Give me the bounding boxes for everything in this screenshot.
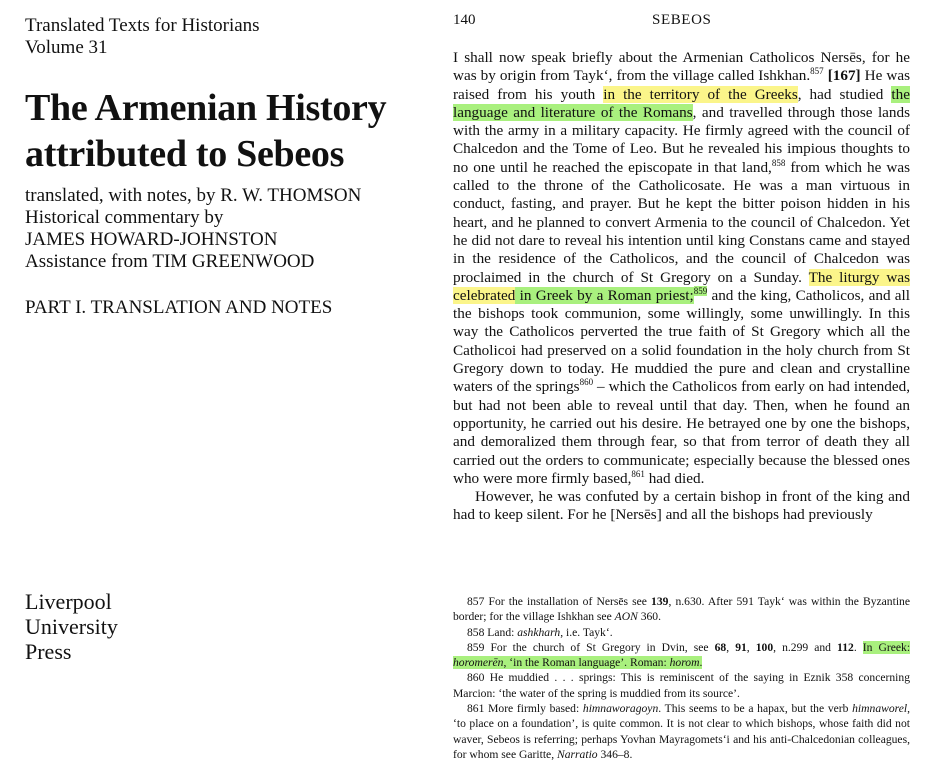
text-run: , [726, 640, 736, 654]
footnote-ref: 858 [771, 157, 786, 168]
text-run: and the king, Catholicos, and all the bishops took communion, some willingly, some unwillingly. In this way the Catholicos perverted the true faith of St Gregory which all the Catholicoi had preserved on a solid foundation in the holy church from St Gregory down to today. He muddied the pure and clean and crystalline waters of the springs [453, 286, 910, 396]
book-title-line: attributed to Sebeos [25, 133, 345, 175]
credit-line: translated, with notes, by R. W. THOMSON [25, 185, 362, 206]
text-run: 112 [837, 640, 854, 654]
footnote-859 [453, 640, 910, 671]
highlighted-text: , ‘in the Roman language’. Roman: [503, 656, 670, 670]
text-run: Narratio [557, 747, 598, 761]
text-run: 858 Land: [467, 625, 518, 639]
highlighted-text: horomerēn [453, 656, 504, 670]
footnote-ref: 857 [810, 66, 824, 77]
highlighted-text: horom [669, 656, 700, 670]
footnote-ref: 861 [631, 468, 645, 479]
text-run: , n.630. After 591 Tayk‘ was within the Byzantine border; for the village Ishkhan see [453, 595, 910, 624]
publisher [25, 589, 118, 664]
text-run: 100 [755, 640, 774, 654]
text-run: , had studied [797, 85, 892, 103]
credits [25, 185, 435, 273]
text-run: 346–8. [597, 747, 633, 761]
footnote-ref: 859 [693, 285, 708, 296]
text-run: He was raised from his youth [453, 67, 911, 103]
footnote-857 [453, 594, 910, 625]
text-run: , n.299 and [773, 640, 838, 654]
credit-line: JAMES HOWARD-JOHNSTON [25, 229, 278, 250]
credit-line: Historical commentary by [25, 207, 224, 228]
footnote-ref: 860 [579, 377, 594, 388]
text-run: , ‘to place on a foundation’, is quite common. It is not clear to which bishops, whose faith did not waver, Sebeos is referring; perhaps Yovhan Mayragomets‘i and his anti-Chalcedonian colleagues, for whom see Garitte, [453, 702, 910, 761]
highlighted-text: in Greek by a Roman priest; [515, 286, 694, 304]
text-run: 139 [651, 595, 669, 608]
text-run: , and travelled through those lands with the army in a military capacity. He firmly agreed with the council of Chalcedon and the Tome of Leo. But he revealed his impious thoughts to no one until he reached the episcopate in that land, [453, 103, 911, 176]
footnote-860 [453, 670, 910, 701]
book-title [25, 85, 435, 177]
footnotes [453, 594, 910, 762]
highlighted-text: The liturgy was celebrated [453, 268, 910, 304]
highlighted-text: in the territory of the Greeks [603, 85, 798, 103]
text-run: himnaworagoyn [582, 702, 659, 716]
publisher-line: Liverpool [25, 589, 112, 614]
text-run: 860 He muddied . . . springs: This is reminiscent of the saying in Eznik 358 concerning Marcion: ‘the water of the spring is muddied from its source’. [453, 671, 910, 700]
text-run: ashkharh [517, 625, 561, 639]
text-run: [167] [827, 67, 861, 85]
footnote-861 [453, 701, 910, 762]
text-run: 859 For the church of St Gregory in Dvin, see [467, 640, 715, 654]
text-run: – which the Catholicos from early on had intended, but had not been able to reveal until that day. Then, when he found an opportunity, he carried out his desire. He betrayed one by one the bishops, and demoralized them through fear, so that from terror of death they all carried out the orders to communicate; especially because the blessed ones who were more firmly based, [453, 378, 910, 487]
text-run: . [853, 640, 863, 654]
text-run: 861 More firmly based: [467, 702, 583, 716]
text-run: himnaworel [852, 702, 908, 716]
paragraph [453, 49, 910, 488]
publisher-line: Press [25, 639, 72, 664]
text-run: 360. [637, 610, 661, 624]
text-run: , i.e. Tayk‘. [560, 625, 613, 639]
page-number: 140 [453, 12, 476, 28]
text-run: 857 For the installation of Nersēs see [467, 595, 652, 608]
series-line: Translated Texts for Historians [25, 15, 260, 36]
footnote-858 [453, 625, 910, 640]
highlighted-text: . [699, 656, 703, 670]
credit-line: Assistance from TIM GREENWOOD [25, 251, 315, 272]
text-run: from which he was called to the throne of the Catholicosate. He was a man virtuous in conduct, fasting, and prayer. But he kept the bitter poison hidden in his heart, and he planned to convert Armenia to the council of Chalcedon. Yet he did not dare to reveal his intention until king Constans came and stayed in the residence of the Catholicos, and the council of Chalcedon was proclaimed in the church of St Gregory on a Sunday. [453, 158, 911, 286]
series-name [25, 15, 435, 59]
highlighted-text: the language and literature of the Romans [453, 85, 910, 121]
text-run: However, he was confuted by a certain bishop in front of the king and had to keep silent. For he [Nersēs] and all the bishops had previously [453, 488, 910, 524]
title-page [25, 15, 435, 319]
text-run: AON [614, 610, 638, 624]
text-run: I shall now speak briefly about the Armenian Catholicos Nersēs, for he was by origin from Tayk‘, from the village called Ishkhan. [453, 49, 910, 85]
publisher-line: University [25, 614, 118, 639]
text-run: , [746, 640, 756, 654]
paragraph [453, 488, 910, 525]
text-run: 68 [714, 640, 727, 654]
text-run: 91 [735, 640, 747, 654]
series-volume: Volume 31 [25, 37, 108, 58]
body-text [453, 49, 910, 525]
running-head: SEBEOS [652, 12, 712, 28]
book-title-line: The Armenian History [25, 87, 387, 129]
highlighted-text: In Greek: [862, 640, 911, 654]
text-run: . This seems to be a hapax, but the verb [658, 702, 853, 716]
text-run: had died. [644, 469, 705, 487]
part-heading: PART I. TRANSLATION AND NOTES [25, 297, 333, 318]
